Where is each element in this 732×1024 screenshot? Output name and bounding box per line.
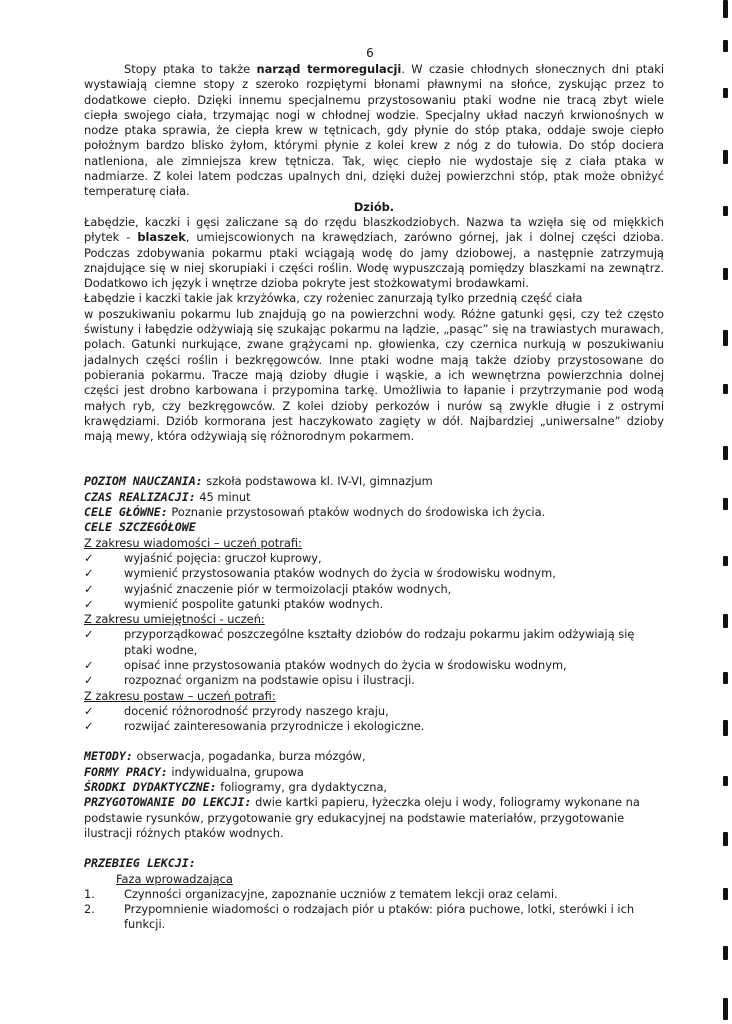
page-content xyxy=(84,62,664,933)
list-item-text: Czynności organizacyjne, zapoznanie uczniów z tematem lekcji oraz celami. xyxy=(124,886,558,901)
list-marker: ✓ xyxy=(84,703,94,718)
list-item-text: rozwijać zainteresowania przyrodnicze i ekologiczne. xyxy=(124,719,425,734)
skills-item xyxy=(84,627,664,658)
beak-p1-end: , umiejscowionych na krawędziach, zarówno górnej, jak i dolnej części dzioba. Podczas zdobywania pokarmu ptaki wciągają wodę do jamy dziobowej, a następnie zatrzymują znajdujące się w niej skorupiaki i części roślin. Wodę wypuszczają pomiędzy blaszkami na zewnątrz. Dodatkowo ich język i wnętrze dzioba pokryte jest stożkowatymi brodawkami. xyxy=(84,230,664,291)
list-item-text: wymienić przystosowania ptaków wodnych do życia w środowisku wodnym, xyxy=(124,566,556,581)
attitudes-item xyxy=(84,704,664,719)
edge-mark xyxy=(723,720,728,736)
spacer xyxy=(84,734,664,749)
edge-mark xyxy=(723,88,728,98)
methods-label: METODY: xyxy=(84,749,133,764)
course-line xyxy=(84,856,664,871)
list-item-text: wyjaśnić znaczenie piór w termoizolacji ptaków wodnych, xyxy=(124,581,452,596)
list-item-text: docenić różnorodność przyrody naszego kraju, xyxy=(124,703,389,718)
list-item-text: wymienić pospolite gatunki ptaków wodnych. xyxy=(124,596,384,611)
forms-value: indywidualna, grupowa xyxy=(167,764,304,779)
edge-mark xyxy=(723,330,728,346)
list-marker: ✓ xyxy=(84,657,94,672)
time-line xyxy=(84,490,664,505)
edge-mark xyxy=(723,150,728,164)
spacer xyxy=(84,459,664,474)
beak-paragraph-2: w poszukiwaniu pokarmu lub znajdują go na powierzchni wody. Różne gatunki gęsi, czy też często świstuny i łabędzie odżywiają się szukając pokarmu na lądzie, „pasąc” się na trawiastych murawach, polach. Gatunki nurkujące, zwane grążycami np. głowienka, czy czernica nurkują w poszukiwaniu jadalnych części roślin i bezkręgowców. Inne ptaki wodne mają także dzioby przystosowane do pobierania pokarmu. Tracze mają dzioby długie i wąskie, a ich wewnętrzna powierzchnia dolnej części jest drobno karbowana i przypomina tarkę. Umożliwia to łapanie i przytrzymanie pod wodą małych ryb, czy bezkręgowców. Z kolei dzioby perkozów i nurów są zwykle długie i z ostrymi krawędziami. Dziób kormorana jest haczykowato zagięty w dół. Najbardziej „uniwersalne” dzioby mają mewy, która odżywiają się różnorodnym pokarmem. xyxy=(84,306,664,444)
list-marker: ✓ xyxy=(84,627,94,642)
edge-mark xyxy=(723,556,728,566)
aids-label: ŚRODKI DYDAKTYCZNE: xyxy=(84,780,217,795)
edge-mark xyxy=(723,998,728,1020)
level-value: szkoła podstawowa kl. IV-VI, gimnazjum xyxy=(202,474,433,489)
beak-p1-start: Łabędzie, kaczki i gęsi zaliczane są do rzędu blaszkodziobych. Nazwa ta wzięła się od miękkich płytek - xyxy=(84,214,664,245)
skills-item xyxy=(84,658,664,673)
thermoregulation-paragraph xyxy=(84,62,664,200)
list-marker: ✓ xyxy=(84,596,94,611)
list-item-text: opisać inne przystosowania ptaków wodnych do życia w środowisku wodnym, xyxy=(124,657,567,672)
lesson-step xyxy=(84,887,664,902)
knowledge-item xyxy=(84,582,664,597)
edge-mark xyxy=(723,672,728,684)
edge-mark xyxy=(723,384,728,394)
methods-line xyxy=(84,749,664,764)
beak-p1-bold-term: blaszek xyxy=(137,230,186,245)
page-number: 6 xyxy=(366,46,374,60)
steps-list xyxy=(84,887,664,933)
spacer xyxy=(84,841,664,856)
list-marker: ✓ xyxy=(84,719,94,734)
list-item-text: wyjaśnić pojęcia: gruczoł kuprowy, xyxy=(124,550,322,565)
spacer xyxy=(84,444,664,459)
edge-mark xyxy=(723,946,728,960)
edge-mark xyxy=(723,498,728,510)
list-marker: ✓ xyxy=(84,550,94,565)
scan-edge-marks xyxy=(716,0,732,1024)
list-item-text: przyporządkować poszczególne kształty dziobów do rodzaju pokarmu jakim odżywiają się ptaki wodne, xyxy=(124,627,635,657)
beak-paragraph-2-line1: Łabędzie i kaczki takie jak krzyżówka, czy rożeniec zanurzają tylko przednią część ciała xyxy=(84,291,583,306)
list-marker: ✓ xyxy=(84,581,94,596)
goals-line xyxy=(84,505,664,520)
knowledge-item xyxy=(84,597,664,612)
methods-value: obserwacja, pogadanka, burza mózgów, xyxy=(132,749,366,764)
prep-label: PRZYGOTOWANIE DO LEKCJI: xyxy=(84,795,252,810)
beak-paragraph-1 xyxy=(84,215,664,291)
detail-goals-line xyxy=(84,520,664,535)
edge-mark xyxy=(723,268,728,280)
level-label: POZIOM NAUCZANIA: xyxy=(84,474,203,489)
prep-value: dwie kartki papieru, łyżeczka oleju i wody, foliogramy wykonane na podstawie rysunków, przygotowanie gry edukacyjnej na podstawie materiałów, przygotowanie ilustracji różnych ptaków wodnych. xyxy=(84,795,640,840)
time-value: 45 minut xyxy=(195,489,251,504)
time-label: CZAS REALIZACJI: xyxy=(84,489,196,504)
intro-phase-heading: Faza wprowadzająca xyxy=(116,871,233,886)
edge-mark xyxy=(723,832,728,846)
aids-value: foliogramy, gra dydaktyczna, xyxy=(216,780,388,795)
lesson-step xyxy=(84,902,664,933)
knowledge-item xyxy=(84,551,664,566)
skills-list xyxy=(84,627,664,688)
beak-heading-text: Dziób. xyxy=(353,199,395,214)
intro-text-start: Stopy ptaka to także xyxy=(124,62,257,76)
skills-item xyxy=(84,673,664,688)
knowledge-list xyxy=(84,551,664,612)
attitudes-list xyxy=(84,704,664,735)
list-marker: ✓ xyxy=(84,673,94,688)
edge-mark xyxy=(723,40,728,52)
list-marker: 2. xyxy=(84,902,95,917)
edge-mark xyxy=(723,446,728,460)
prep-line xyxy=(84,795,664,841)
knowledge-heading: Z zakresu wiadomości – uczeń potrafi: xyxy=(84,535,302,550)
forms-line xyxy=(84,765,664,780)
forms-label: FORMY PRACY: xyxy=(84,764,168,779)
edge-mark xyxy=(723,206,728,216)
goals-value: Poznanie przystosowań ptaków wodnych do środowiska ich życia. xyxy=(167,505,546,520)
list-marker: 1. xyxy=(84,886,95,901)
edge-mark xyxy=(723,776,728,786)
list-item-text: Przypomnienie wiadomości o rodzajach piór u ptaków: pióra puchowe, lotki, sterówki i ich funkcji. xyxy=(124,902,635,932)
list-marker: ✓ xyxy=(84,566,94,581)
attitudes-heading: Z zakresu postaw – uczeń potrafi: xyxy=(84,688,276,703)
edge-mark xyxy=(723,888,728,900)
list-item-text: rozpoznać organizm na podstawie opisu i ilustracji. xyxy=(124,673,415,688)
edge-mark xyxy=(723,614,728,628)
aids-line xyxy=(84,780,664,795)
level-line xyxy=(84,474,664,489)
intro-text-end: . W czasie chłodnych słonecznych dni ptaki wystawiają ciemne stopy z szeroko rozpiętymi błonami pławnymi na słońce, zyskując przez to dodatkowe ciepło. Dzięki innemu specjalnemu przystosowaniu ptaki wodne nie tracą zbyt wiele ciepła swojego ciała, trzymając nogi w chłodnej wodzie. Specjalny układ naczyń krwionośnych w nodze ptaka sprawia, że ciepła krew w tętnicach, gdy płynie do stóp ptaka, oddaje swoje ciepło położnym bardzo blisko żyłom, którymi płynie z kolei krew z nóg z do tułowia. Do stóp dociera natleniona, ale zimniejsza krew tętnicza. Tak, więc ciepło nie wydostaje się z ciała ptaka w nadmiarze. Z kolei latem podczas upalnych dni, dzięki dużej powierzchni stóp, ptak może obniżyć temperaturę ciała. xyxy=(84,62,664,199)
attitudes-item xyxy=(84,719,664,734)
detail-goals-label: CELE SZCZEGÓŁOWE xyxy=(84,520,196,535)
intro-bold-term: narząd termoregulacji xyxy=(256,62,402,76)
skills-heading: Z zakresu umiejętności - uczeń: xyxy=(84,612,265,627)
course-label: PRZEBIEG LEKCJI: xyxy=(84,856,196,871)
edge-mark xyxy=(723,0,728,18)
knowledge-item xyxy=(84,566,664,581)
goals-label: CELE GŁÓWNE: xyxy=(84,505,168,520)
beak-heading xyxy=(84,200,664,215)
